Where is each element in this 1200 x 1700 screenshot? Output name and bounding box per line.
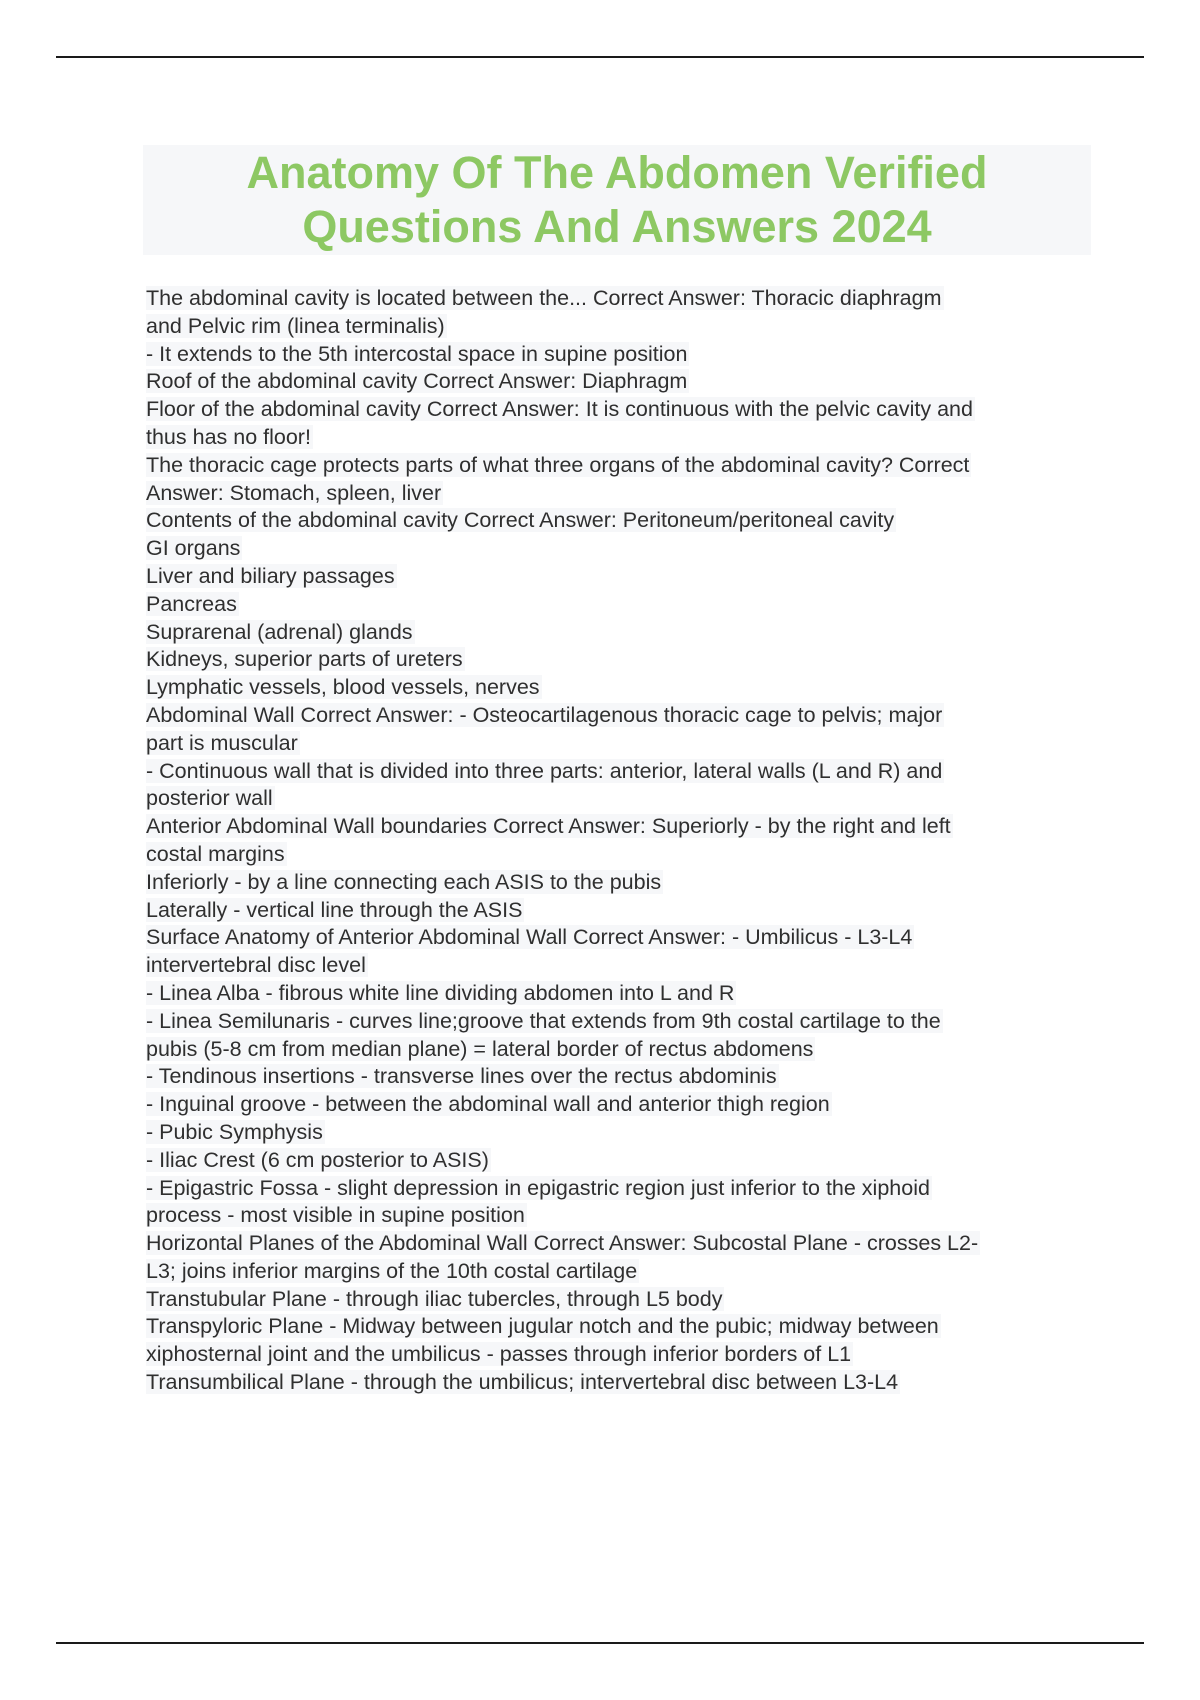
text-line xyxy=(146,1091,1091,1119)
text-line-content: - Epigastric Fossa - slight depression in epigastric region just inferior to the xiphoid xyxy=(146,1175,930,1200)
text-line xyxy=(146,730,1091,758)
text-line-content: - Tendinous insertions - transverse lines over the rectus abdominis xyxy=(146,1064,777,1089)
text-line-content: - Linea Alba - fibrous white line dividing abdomen into L and R xyxy=(146,980,735,1005)
document-title-line-1: Anatomy Of The Abdomen Verified xyxy=(246,147,988,198)
text-line xyxy=(146,1063,1091,1091)
text-line xyxy=(146,341,1091,369)
text-line xyxy=(146,452,1091,480)
text-line xyxy=(146,1230,1091,1258)
text-line-content: - Linea Semilunaris - curves line;groove that extends from 9th costal cartilage to the xyxy=(146,1008,941,1033)
text-line xyxy=(146,368,1091,396)
text-line-content: L3; joins inferior margins of the 10th costal cartilage xyxy=(146,1258,638,1283)
text-line xyxy=(146,1202,1091,1230)
text-line xyxy=(146,980,1091,1008)
text-line-content: Pancreas xyxy=(146,591,237,616)
text-line-content: The thoracic cage protects parts of what three organs of the abdominal cavity? Correct xyxy=(146,452,970,477)
top-rule xyxy=(56,56,1144,58)
text-line-content: Floor of the abdominal cavity Correct Answer: It is continuous with the pelvic cavity and xyxy=(146,397,973,422)
text-line xyxy=(146,758,1091,786)
document-title-line-2: Questions And Answers 2024 xyxy=(302,201,932,252)
text-line-content: - It extends to the 5th intercostal space in supine position xyxy=(146,341,688,366)
text-line-content: Transpyloric Plane - Midway between jugular notch and the pubic; midway between xyxy=(146,1314,939,1339)
text-line xyxy=(146,869,1091,897)
text-line-content: - Continuous wall that is divided into three parts: anterior, lateral walls (L and R) and xyxy=(146,758,943,783)
text-line xyxy=(146,535,1091,563)
text-line xyxy=(146,1369,1091,1397)
bottom-rule xyxy=(56,1642,1144,1644)
text-line xyxy=(146,1258,1091,1286)
text-line-content: costal margins xyxy=(146,841,285,866)
text-line xyxy=(146,924,1091,952)
text-line-content: and Pelvic rim (linea terminalis) xyxy=(146,313,445,338)
text-line-content: thus has no floor! xyxy=(146,424,311,449)
text-line xyxy=(146,674,1091,702)
text-line-content: Roof of the abdominal cavity Correct Answer: Diaphragm xyxy=(146,369,688,394)
text-line xyxy=(146,1341,1091,1369)
title-box xyxy=(143,145,1091,255)
text-line xyxy=(146,563,1091,591)
text-line-content: Suprarenal (adrenal) glands xyxy=(146,619,413,644)
text-line-content: - Iliac Crest (6 cm posterior to ASIS) xyxy=(146,1147,489,1172)
text-line-content: xiphosternal joint and the umbilicus - passes through inferior borders of L1 xyxy=(146,1342,852,1367)
text-line-content: Surface Anatomy of Anterior Abdominal Wall Correct Answer: - Umbilicus - L3-L4 xyxy=(146,925,913,950)
text-line-content: process - most visible in supine position xyxy=(146,1203,525,1228)
text-line xyxy=(146,1286,1091,1314)
text-line xyxy=(146,1008,1091,1036)
document-body xyxy=(146,285,1091,1397)
text-line xyxy=(146,1147,1091,1175)
text-line xyxy=(146,1119,1091,1147)
text-line-content: Abdominal Wall Correct Answer: - Osteocartilagenous thoracic cage to pelvis; major xyxy=(146,702,943,727)
text-line xyxy=(146,813,1091,841)
text-line xyxy=(146,897,1091,925)
text-line-content: Lymphatic vessels, blood vessels, nerves xyxy=(146,675,540,700)
text-line xyxy=(146,1036,1091,1064)
text-line-content: Anterior Abdominal Wall boundaries Correct Answer: Superiorly - by the right and left xyxy=(146,814,951,839)
text-line xyxy=(146,507,1091,535)
text-line-content: part is muscular xyxy=(146,730,298,755)
text-line xyxy=(146,285,1091,313)
text-line-content: Liver and biliary passages xyxy=(146,563,395,588)
text-line xyxy=(146,1313,1091,1341)
text-line-content: Contents of the abdominal cavity Correct Answer: Peritoneum/peritoneal cavity xyxy=(146,508,895,533)
text-line-content: The abdominal cavity is located between the... Correct Answer: Thoracic diaphragm xyxy=(146,286,942,310)
text-line-content: - Inguinal groove - between the abdominal wall and anterior thigh region xyxy=(146,1092,830,1117)
text-line-content: GI organs xyxy=(146,536,241,561)
text-line-content: Inferiorly - by a line connecting each ASIS to the pubis xyxy=(146,869,662,894)
text-line-content: pubis (5-8 cm from median plane) = lateral border of rectus abdomens xyxy=(146,1036,814,1061)
text-line xyxy=(146,313,1091,341)
text-line-content: Kidneys, superior parts of ureters xyxy=(146,647,463,672)
text-line xyxy=(146,785,1091,813)
text-line xyxy=(146,646,1091,674)
text-line xyxy=(146,480,1091,508)
text-line-content: - Pubic Symphysis xyxy=(146,1119,323,1144)
text-line xyxy=(146,619,1091,647)
text-line-content: Laterally - vertical line through the ASIS xyxy=(146,897,523,922)
text-line xyxy=(146,396,1091,424)
text-line xyxy=(146,702,1091,730)
text-line xyxy=(146,952,1091,980)
text-line xyxy=(146,424,1091,452)
text-line xyxy=(146,841,1091,869)
text-line-content: Transumbilical Plane - through the umbilicus; intervertebral disc between L3-L4 xyxy=(146,1370,899,1395)
text-line xyxy=(146,591,1091,619)
text-line-content: intervertebral disc level xyxy=(146,953,366,978)
text-line-content: posterior wall xyxy=(146,786,273,811)
text-line-content: Transtubular Plane - through iliac tubercles, through L5 body xyxy=(146,1286,723,1311)
text-line xyxy=(146,1175,1091,1203)
text-line-content: Horizontal Planes of the Abdominal Wall Correct Answer: Subcostal Plane - crosses L2- xyxy=(146,1231,979,1256)
text-line-content: Answer: Stomach, spleen, liver xyxy=(146,480,442,505)
